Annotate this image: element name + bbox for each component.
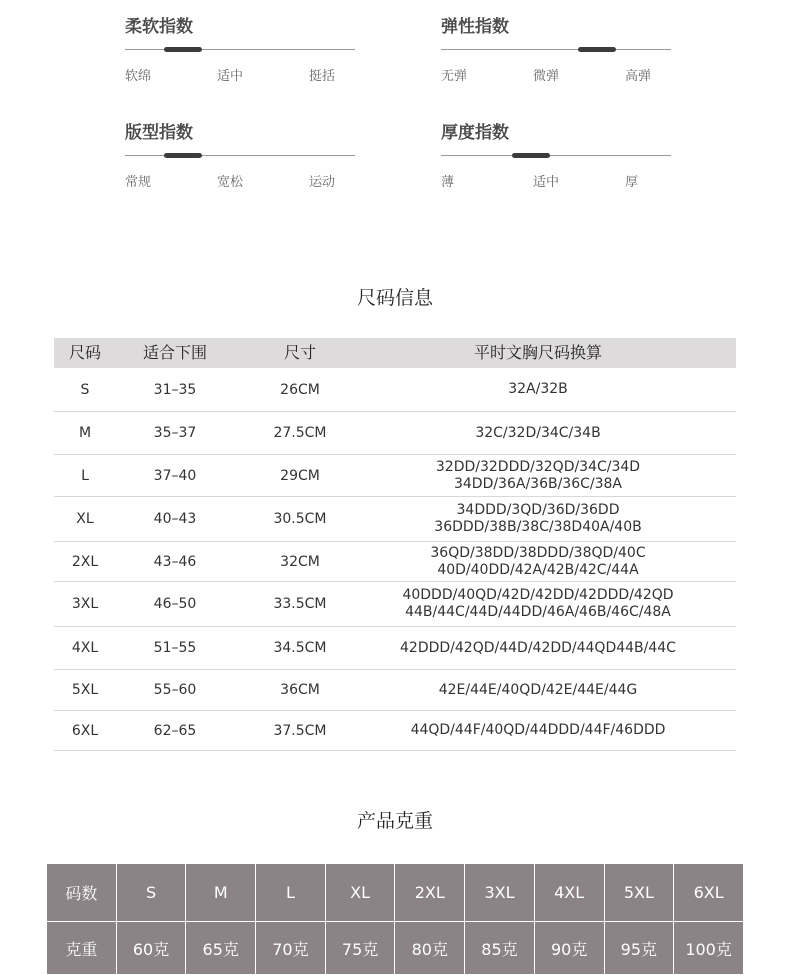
- conversion-line: 44B/44C/44D/44DD/46A/46B/46C/48A: [405, 604, 671, 620]
- weight-value-cell: 75克: [325, 922, 395, 975]
- header-dimension: 尺寸: [283, 343, 316, 362]
- conversion-cell: [354, 711, 722, 750]
- weight-value-cell: 100克: [674, 922, 744, 975]
- index-title: 柔软指数: [125, 17, 193, 37]
- table-row: [54, 542, 736, 582]
- size-cell: 2XL: [71, 553, 99, 570]
- weight-value-cell: 80克: [395, 922, 465, 975]
- conversion-cell: [354, 582, 722, 626]
- conversion-line: 34DDD/3QD/36D/36DD: [456, 502, 620, 518]
- table-row: [54, 412, 736, 455]
- weight-table: [46, 863, 744, 975]
- weight-value-cell: 95克: [604, 922, 674, 975]
- weight-size-cell: 3XL: [465, 864, 535, 922]
- index-track: [125, 155, 355, 156]
- weight-row-label: 克重: [47, 922, 117, 975]
- conversion-cell: [354, 542, 722, 581]
- header-size: 尺码: [68, 343, 101, 362]
- underbust-cell: 40–43: [153, 511, 197, 527]
- size-table-header: [54, 338, 736, 368]
- header-bra-conversion: 平时文胸尺码换算: [473, 343, 602, 362]
- size-cell: 3XL: [71, 596, 99, 612]
- weight-size-row: [47, 864, 744, 922]
- conversion-cell: [354, 455, 722, 496]
- dimension-cell: 34.5CM: [273, 640, 327, 656]
- conversion-cell: [354, 627, 722, 669]
- dimension-cell: 36CM: [280, 682, 320, 698]
- weight-size-cell: XL: [325, 864, 395, 922]
- underbust-cell: 46–50: [153, 596, 197, 612]
- dimension-cell: 27.5CM: [273, 425, 327, 441]
- size-cell: M: [78, 425, 92, 441]
- underbust-cell: 62–65: [153, 722, 197, 739]
- index-label-low: 软绵: [125, 69, 152, 84]
- conversion-line: 40DDD/40QD/42D/42DD/42DDD/42QD: [402, 587, 674, 603]
- index-label-low: 薄: [441, 175, 455, 190]
- conversion-line: 40D/40DD/42A/42B/42C/44A: [437, 561, 639, 578]
- dimension-cell: 32CM: [280, 553, 320, 570]
- weight-value-row: [47, 922, 744, 975]
- table-row: [54, 455, 736, 497]
- underbust-cell: 37–40: [153, 467, 197, 484]
- underbust-cell: 35–37: [153, 425, 197, 441]
- table-row: [54, 497, 736, 542]
- conversion-line: 42E/44E/40QD/42E/44E/44G: [438, 681, 638, 698]
- size-cell: L: [81, 467, 89, 484]
- weight-size-cell: S: [116, 864, 186, 922]
- weight-value-cell: 70克: [256, 922, 326, 975]
- index-label-mid: 宽松: [217, 175, 244, 190]
- weight-size-cell: 5XL: [604, 864, 674, 922]
- conversion-line: 36DDD/38B/38C/38D40A/40B: [434, 519, 642, 535]
- size-cell: S: [80, 381, 90, 398]
- conversion-line: 32C/32D/34C/34B: [475, 424, 601, 441]
- weight-value-cell: 60克: [116, 922, 186, 975]
- dimension-cell: 26CM: [280, 381, 320, 398]
- index-track: [441, 155, 671, 156]
- weight-value-cell: 65克: [186, 922, 256, 975]
- table-row: [54, 711, 736, 751]
- conversion-line: 32DD/32DDD/32QD/34C/34D: [435, 458, 641, 475]
- index-title: 版型指数: [125, 123, 193, 143]
- underbust-cell: 31–35: [153, 381, 197, 398]
- index-label-mid: 适中: [217, 69, 244, 84]
- table-row: [54, 368, 736, 412]
- index-label-low: 常规: [125, 175, 152, 190]
- index-label-mid: 适中: [533, 175, 560, 190]
- conversion-cell: [354, 497, 722, 541]
- underbust-cell: 51–55: [153, 640, 197, 656]
- conversion-line: 42DDD/42QD/44D/42DD/44QD44B/44C: [400, 639, 676, 656]
- conversion-cell: [354, 412, 722, 454]
- dimension-cell: 37.5CM: [273, 722, 327, 739]
- dimension-cell: 29CM: [280, 467, 320, 484]
- weight-size-cell: 2XL: [395, 864, 465, 922]
- weight-header-label: 码数: [47, 864, 117, 922]
- index-label-high: 厚: [625, 175, 639, 190]
- header-underbust: 适合下围: [142, 343, 207, 362]
- conversion-cell: [354, 368, 722, 411]
- index-label-high: 运动: [309, 175, 336, 190]
- index-label-high: 挺括: [309, 69, 336, 84]
- index-title: 弹性指数: [441, 17, 509, 37]
- size-cell: 5XL: [71, 682, 99, 698]
- table-row: [54, 627, 736, 670]
- weight-size-cell: L: [256, 864, 326, 922]
- table-row: [54, 582, 736, 627]
- index-track: [125, 49, 355, 50]
- conversion-line: 32A/32B: [508, 381, 568, 397]
- size-cell: 6XL: [71, 722, 99, 739]
- index-label-mid: 微弹: [533, 69, 560, 84]
- dimension-cell: 30.5CM: [273, 511, 327, 527]
- index-track: [441, 49, 671, 50]
- index-title: 厚度指数: [441, 123, 509, 143]
- size-cell: XL: [76, 511, 94, 527]
- weight-section-title: 产品克重: [356, 810, 433, 832]
- underbust-cell: 55–60: [153, 682, 197, 698]
- weight-value-cell: 85克: [465, 922, 535, 975]
- index-label-low: 无弹: [441, 69, 468, 84]
- index-marker: [164, 153, 202, 158]
- weight-value-cell: 90克: [534, 922, 604, 975]
- index-label-high: 高弹: [625, 69, 652, 84]
- underbust-cell: 43–46: [153, 553, 197, 570]
- weight-size-cell: 6XL: [674, 864, 744, 922]
- table-row: [54, 670, 736, 711]
- size-table: [54, 338, 736, 751]
- size-section-title: 尺码信息: [356, 287, 433, 309]
- dimension-cell: 33.5CM: [273, 596, 327, 612]
- size-cell: 4XL: [71, 640, 99, 656]
- conversion-cell: [354, 670, 722, 710]
- conversion-line: 34DD/36A/36B/36C/38A: [453, 475, 623, 492]
- weight-size-cell: 4XL: [534, 864, 604, 922]
- weight-size-cell: M: [186, 864, 256, 922]
- index-marker: [578, 47, 616, 52]
- index-marker: [512, 153, 550, 158]
- conversion-line: 36QD/38DD/38DDD/38QD/40C: [430, 544, 646, 561]
- conversion-line: 44QD/44F/40QD/44DDD/44F/46DDD: [410, 722, 666, 738]
- index-marker: [164, 47, 202, 52]
